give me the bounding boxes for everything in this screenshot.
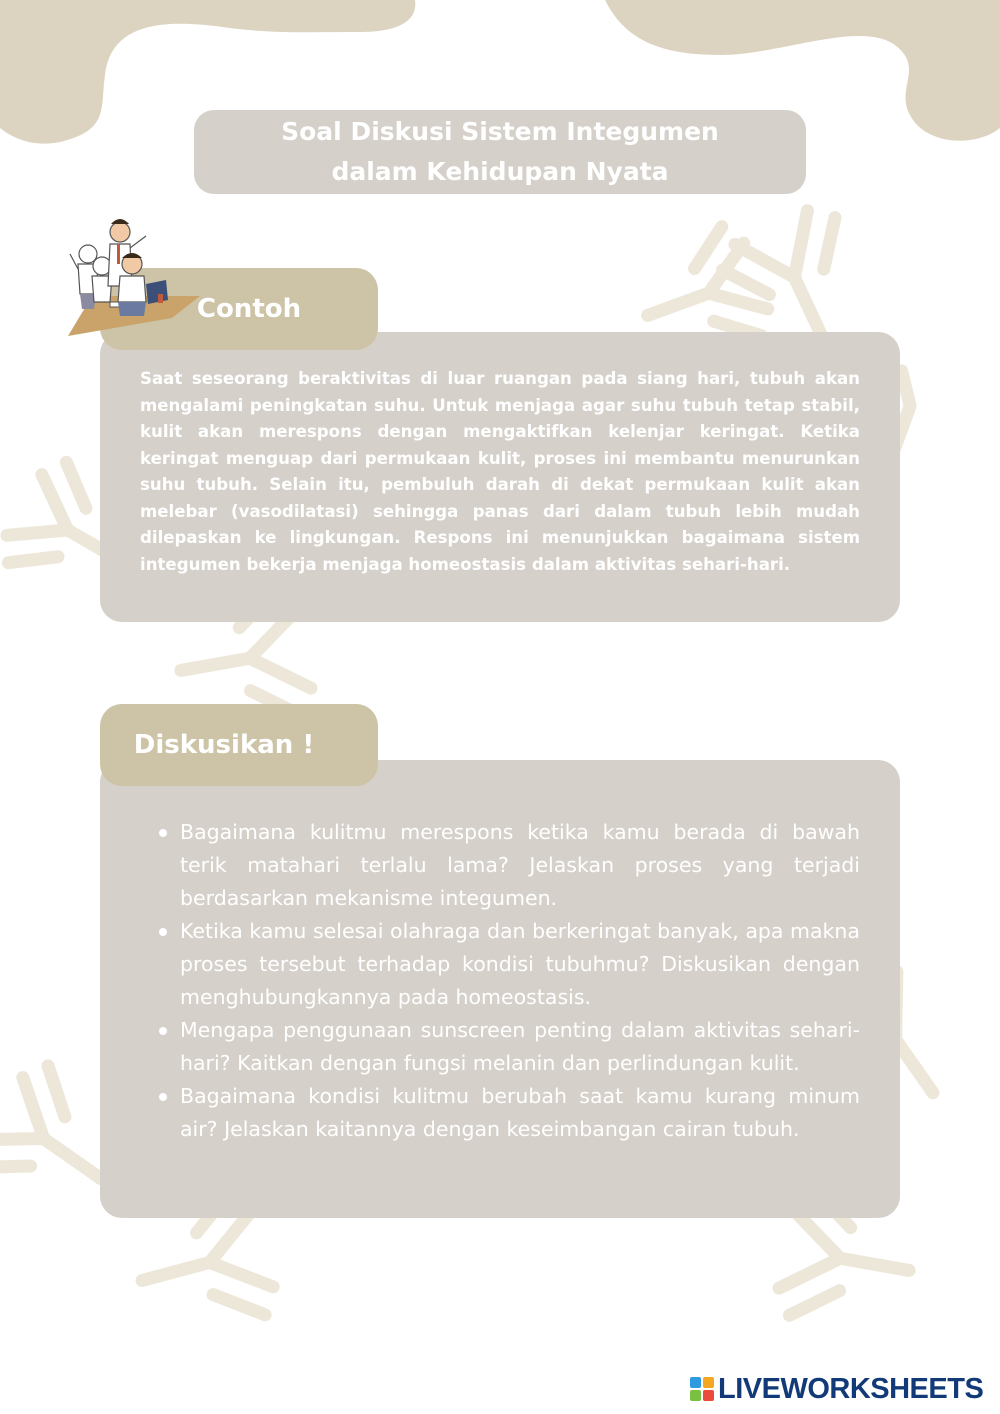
question-item [158, 1014, 860, 1080]
contoh-text: Saat seseorang beraktivitas di luar ruangan pada siang hari, tubuh akan mengalami peningkatan suhu. Untuk menjaga agar suhu tubuh tetap stabil, kulit akan merespons dengan mengaktifkan kelenjar keringat. Ketika keringat menguap dari permukaan kulit, proses ini membantu menurunkan suhu tubuh. Selain itu, pembuluh darah di dekat permukaan kulit akan melebar (vasodilatasi) sehingga panas dari dalam tubuh lebih mudah dilepaskan ke lingkungan. Respons ini menunjukkan bagaimana sistem integumen bekerja menjaga homeostasis dalam aktivitas sehari-hari. [140, 369, 860, 574]
question-text: Ketika kamu selesai olahraga dan berkeringat banyak, apa makna proses tersebut terhadap kondisi tubuhmu? Diskusikan dengan menghubungkannya pada homeostasis. [180, 919, 860, 1009]
diskusi-tab [100, 704, 378, 786]
contoh-label: Contoh [196, 294, 302, 324]
bullet-icon [159, 1093, 167, 1101]
brand-name: LIVEWORKSHEETS [718, 1372, 984, 1405]
question-item [158, 915, 860, 1014]
title-line-2: dalam Kehidupan Nyata [331, 157, 669, 186]
diskusi-label: Diskusikan ! [133, 730, 315, 760]
contoh-card [100, 332, 900, 622]
question-item [158, 1080, 860, 1146]
question-text: Bagaimana kulitmu merespons ketika kamu berada di bawah terik matahari terlalu lama? Jelaskan proses yang terjadi berdasarkan mekanisme integumen. [180, 820, 860, 910]
question-text: Bagaimana kondisi kulitmu berubah saat kamu kurang minum air? Jelaskan kaitannya dengan keseimbangan cairan tubuh. [180, 1084, 860, 1141]
bullet-icon [159, 928, 167, 936]
question-text: Mengapa penggunaan sunscreen penting dalam aktivitas sehari-hari? Kaitkan dengan fungsi melanin dan perlindungan kulit. [180, 1018, 860, 1075]
bullet-icon [159, 1027, 167, 1035]
students-illustration [62, 214, 200, 338]
question-list [158, 816, 860, 1146]
page-title [194, 110, 806, 194]
diskusi-card [100, 760, 900, 1218]
title-line-1: Soal Diskusi Sistem Integumen [281, 117, 719, 146]
liveworksheets-brand[interactable] [690, 1374, 983, 1404]
question-item [158, 816, 860, 915]
liveworksheets-logo-icon [690, 1377, 714, 1401]
bullet-icon [159, 829, 167, 837]
